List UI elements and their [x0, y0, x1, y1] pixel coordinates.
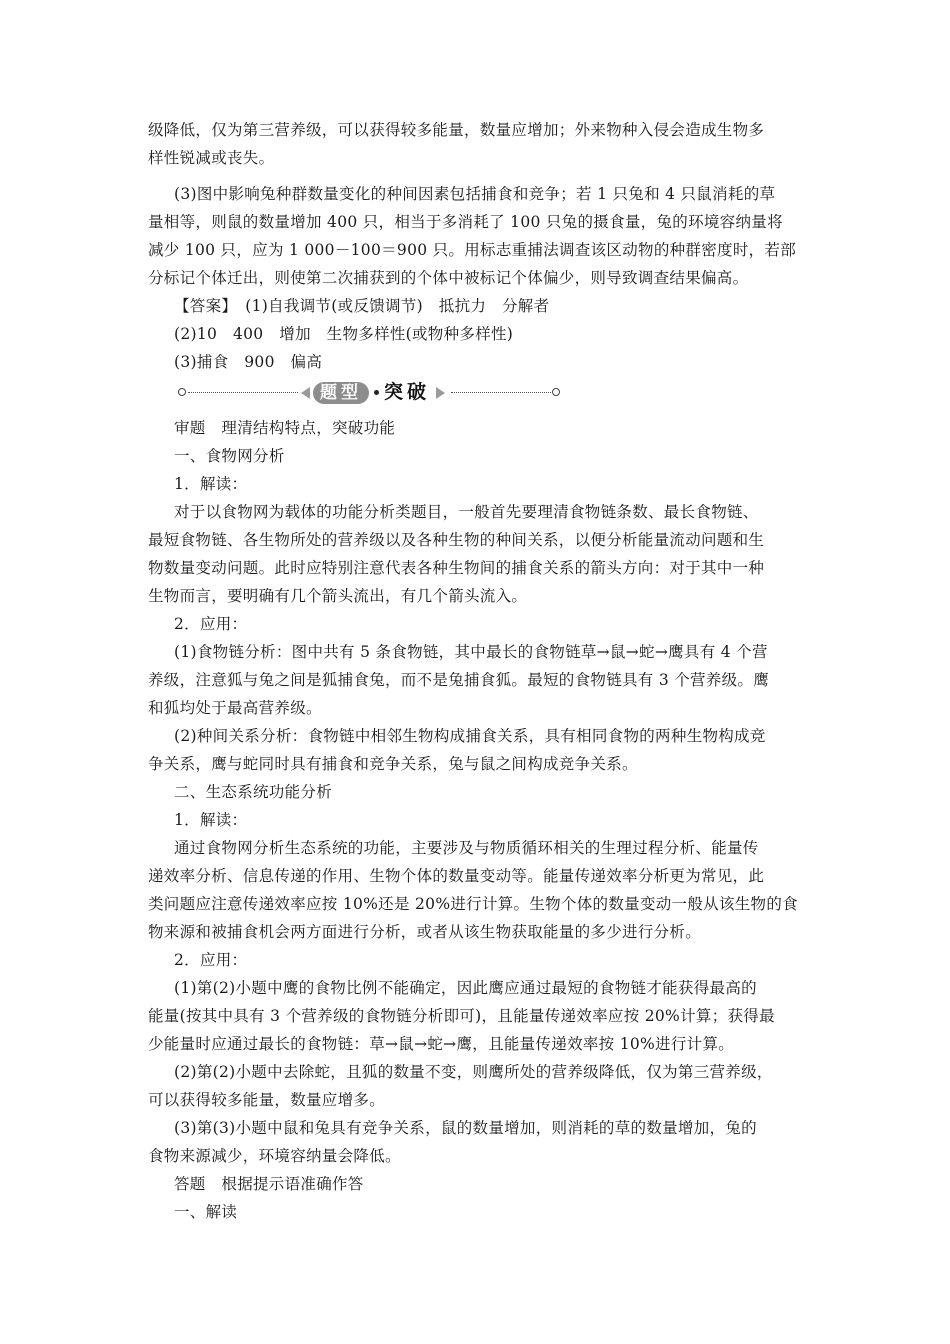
text-line: (3)第(3)小题中鼠和兔具有竞争关系，鼠的数量增加，则消耗的草的数量增加，兔的	[174, 1119, 757, 1137]
text-line: 物数量变动问题。此时应特别注意代表各种生物间的捕食关系的箭头方向：对于其中一种	[148, 559, 765, 577]
text-line: 少能量时应通过最长的食物链：草→鼠→蛇→鹰，且能量传递效率按 10%进行计算。	[148, 1035, 735, 1053]
text-line: 2．应用：	[174, 615, 248, 633]
text-line: 审题 理清结构特点，突破功能	[174, 419, 396, 437]
text-line: 生物而言，要明确有几个箭头流出，有几个箭头流入。	[148, 587, 528, 605]
banner-right-arrow-icon	[436, 387, 445, 399]
text-line: 样性锐减或丧失。	[148, 149, 275, 167]
banner-title: 突破	[384, 381, 431, 403]
text-line: (1)食物链分析：图中共有 5 条食物链，其中最长的食物链草→鼠→蛇→鹰具有 4 个营	[174, 643, 768, 661]
text-line: 1．解读：	[174, 475, 248, 493]
banner-left-dotted-line	[188, 392, 298, 393]
text-line: 争关系，鹰与蛇同时具有捕食和竞争关系，兔与鼠之间构成竞争关系。	[148, 755, 638, 773]
text-line: 和狐均处于最高营养级。	[148, 699, 322, 717]
text-line: 物来源和被捕食机会两方面进行分析，或者从该生物获取能量的多少进行分析。	[148, 923, 702, 941]
text-line: (3)图中影响兔种群数量变化的种间因素包括捕食和竞争；若 1 只兔和 4 只鼠消耗的草	[174, 185, 776, 203]
text-line: 养级，注意狐与兔之间是狐捕食兔，而不是兔捕食狐。最短的食物链具有 3 个营养级。鹰	[148, 671, 770, 689]
text-line: 最短食物链、各生物所处的营养级以及各种生物的种间关系，以便分析能量流动问题和生	[148, 531, 765, 549]
text-line: (2)10 400 增加 生物多样性(或物种多样性)	[174, 325, 514, 343]
text-line: 减少 100 只，应为 1 000－100＝900 只。用标志重捕法调查该区动物的种群密度时，若部	[148, 241, 797, 259]
text-line: 答题 根据提示语准确作答	[174, 1175, 364, 1193]
banner-left-arrow-icon	[301, 387, 310, 399]
text-line: 分标记个体迁出，则使第二次捕获到的个体中被标记个体偏少，则导致调查结果偏高。	[148, 269, 749, 287]
banner-left-circle	[178, 388, 186, 396]
text-line: 能量(按其中具有 3 个营养级的食物链分析即可)，且能量传递效率应按 20%计算；获得最	[148, 1007, 775, 1025]
text-line: 类问题应注意传递效率应按 10%还是 20%进行计算。生物个体的数量变动一般从该生物的食	[148, 895, 798, 913]
text-line: 递效率分析、信息传递的作用、生物个体的数量变动等。能量传递效率分析更为常见，此	[148, 867, 765, 885]
text-line: 1．解读：	[174, 811, 248, 829]
banner-pill-label: 题型	[313, 382, 369, 404]
text-line: (3)捕食 900 偏高	[174, 353, 323, 371]
banner-right-circle	[552, 388, 560, 396]
text-line: (2)第(2)小题中去除蛇，且狐的数量不变，则鹰所处的营养级降低，仅为第三营养级，	[174, 1063, 773, 1081]
text-line: 【答案】 (1)自我调节(或反馈调节) 抵抗力 分解者	[174, 297, 550, 315]
text-line: 一、食物网分析	[174, 447, 285, 465]
text-line: 可以获得较多能量，数量应增多。	[148, 1091, 386, 1109]
text-line: (1)第(2)小题中鹰的食物比例不能确定，因此鹰应通过最短的食物链才能获得最高的	[174, 979, 757, 997]
text-line: 二、生态系统功能分析	[174, 783, 333, 801]
text-line: 级降低，仅为第三营养级，可以获得较多能量，数量应增加；外来物种入侵会造成生物多	[148, 121, 765, 139]
banner-right-dotted-line	[451, 392, 551, 393]
text-line: 量相等，则鼠的数量增加 400 只，相当于多消耗了 100 只兔的摄食量，兔的环境容纳量将	[148, 213, 783, 231]
text-line: (2)种间关系分析：食物链中相邻生物构成捕食关系，具有相同食物的两种生物构成竞	[174, 727, 766, 745]
text-line: 2．应用：	[174, 951, 248, 969]
text-line: 通过食物网分析生态系统的功能，主要涉及与物质循环相关的生理过程分析、能量传	[174, 839, 759, 857]
text-line: 对于以食物网为载体的功能分析类题目，一般首先要理清食物链条数、最长食物链、	[174, 503, 759, 521]
text-line: 一、解读	[174, 1203, 238, 1221]
text-line: 食物来源减少，环境容纳量会降低。	[148, 1147, 401, 1165]
section-banner	[178, 382, 562, 404]
banner-dot	[374, 390, 379, 395]
